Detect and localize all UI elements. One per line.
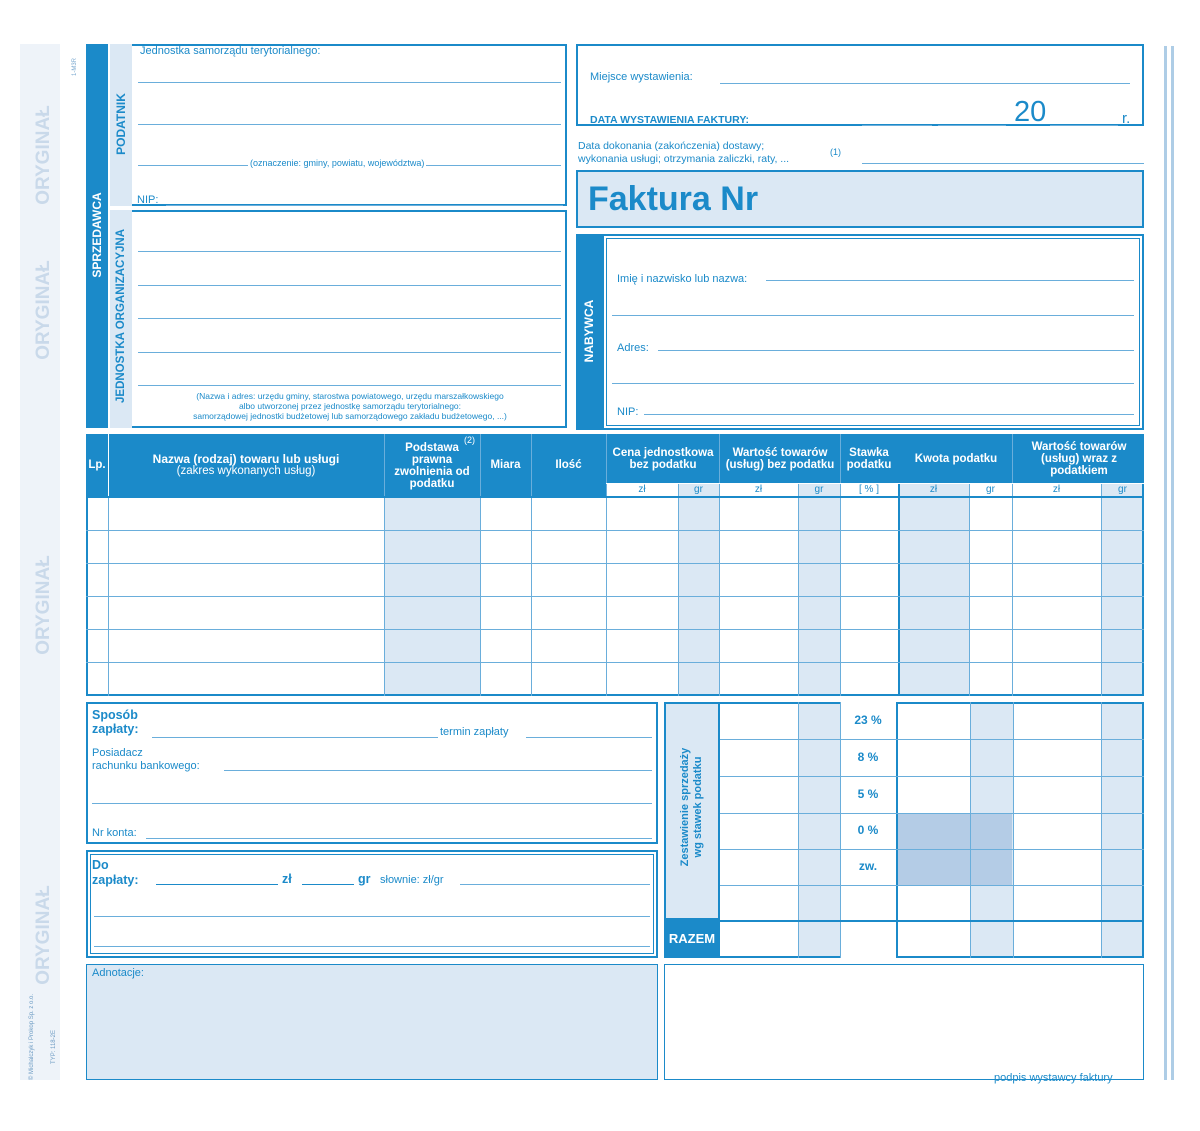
table-row[interactable] bbox=[88, 630, 1142, 662]
rate-8: 8 % bbox=[857, 750, 879, 764]
col-rate-header: Stawka podatku bbox=[846, 446, 892, 471]
rate-exempt: zw. bbox=[858, 859, 878, 873]
seller-nip-line[interactable] bbox=[166, 205, 563, 206]
buyer-nip-label: NIP: bbox=[617, 406, 639, 418]
seller-section-label: SPRZEDAWCA bbox=[90, 192, 104, 278]
date-month-line[interactable] bbox=[938, 125, 1006, 126]
col-lp-header: Lp. bbox=[88, 459, 106, 471]
summary-block bbox=[664, 702, 1144, 958]
notes-label: Adnotacje: bbox=[92, 967, 144, 979]
account-line[interactable] bbox=[146, 838, 652, 839]
col-basis-note: (2) bbox=[464, 435, 475, 445]
write-line[interactable] bbox=[138, 124, 561, 125]
org-unit-label: JEDNOSTKA ORGANIZACYJNA bbox=[115, 228, 127, 403]
write-line[interactable] bbox=[138, 82, 561, 83]
rate-5: 5 % bbox=[857, 787, 879, 801]
copy-mark: ORYGINAŁ bbox=[33, 885, 54, 985]
copy-mark: ORYGINAŁ bbox=[33, 260, 54, 360]
table-row[interactable] bbox=[88, 498, 1142, 530]
topay-label: Do zapłaty: bbox=[92, 858, 139, 887]
year-suffix: r. bbox=[1122, 110, 1131, 127]
summary-section-label: Zestawienie sprzedaży wg stawek podatku bbox=[679, 747, 704, 867]
payment-method-line[interactable] bbox=[152, 737, 438, 738]
summary-row[interactable] bbox=[722, 886, 1142, 920]
sub-zl: zł bbox=[638, 484, 646, 495]
table-row[interactable] bbox=[88, 564, 1142, 596]
date-day-line[interactable] bbox=[862, 125, 932, 126]
sub-gr: gr bbox=[814, 484, 824, 495]
form-type: TYP: 118-2E bbox=[51, 1030, 57, 1064]
payment-box bbox=[86, 702, 658, 844]
place-label: Miejsce wystawienia: bbox=[590, 71, 693, 83]
buyer-address-line[interactable] bbox=[658, 350, 1134, 351]
rate-0: 0 % bbox=[857, 823, 879, 837]
sub-gr: gr bbox=[986, 484, 995, 495]
write-line[interactable] bbox=[138, 385, 561, 386]
col-unit-header: Miara bbox=[490, 459, 521, 471]
sub-gr: gr bbox=[694, 484, 703, 495]
buyer-inner-box bbox=[606, 238, 1140, 426]
signature-box[interactable] bbox=[664, 964, 1144, 1080]
buyer-name-line[interactable] bbox=[766, 280, 1134, 281]
payment-method-label: Sposób zapłaty: bbox=[92, 708, 139, 736]
right-edge-line bbox=[1171, 46, 1174, 1080]
col-name-header: Nazwa (rodzaj) towaru lub usługi (zakres wykonanych usług) bbox=[152, 452, 340, 477]
summary-row[interactable] bbox=[722, 777, 1142, 813]
delivery-note: (1) bbox=[830, 147, 841, 157]
topay-inner-box bbox=[90, 854, 654, 954]
write-line[interactable] bbox=[138, 251, 561, 252]
term-line[interactable] bbox=[526, 737, 652, 738]
signature-label: podpis wystawcy faktury bbox=[994, 1072, 1113, 1084]
col-gross-header: Wartość towarów (usług) wraz z podatkiem bbox=[1031, 440, 1127, 477]
table-row[interactable] bbox=[88, 663, 1142, 694]
form-code: 1-M3R bbox=[72, 58, 78, 77]
org-hint: (Nazwa i adres: urzędu gminy, starostwa powiatowego, urzędu marszałkowskiego albo utworzonej przez jednostkę samorządu terytorialnego: samorządowej jednostki budżetowej lub samorządowego zakładu budżetowego, ...) bbox=[193, 391, 507, 421]
write-line[interactable] bbox=[138, 285, 561, 286]
sub-gr: gr bbox=[1118, 484, 1127, 495]
topay-zl-line[interactable] bbox=[156, 884, 278, 885]
date-label: DATA WYSTAWIENIA FAKTURY: bbox=[590, 114, 750, 126]
summary-row[interactable] bbox=[722, 740, 1142, 776]
sub-zl: zł bbox=[754, 484, 763, 495]
taxpayer-box bbox=[132, 44, 567, 206]
topay-gr: gr bbox=[358, 872, 371, 886]
table-row[interactable] bbox=[88, 597, 1142, 629]
left-strip bbox=[20, 44, 78, 1081]
sub-zl: zł bbox=[1052, 484, 1061, 495]
write-line[interactable] bbox=[138, 318, 561, 319]
place-line[interactable] bbox=[720, 83, 1130, 84]
items-table bbox=[86, 434, 1144, 696]
write-line[interactable] bbox=[612, 383, 1134, 384]
col-price-header: Cena jednostkowa bez podatku bbox=[612, 446, 714, 471]
summary-row[interactable] bbox=[722, 850, 1142, 885]
buyer-nip-line[interactable] bbox=[644, 414, 1134, 415]
topay-zl: zł bbox=[282, 872, 292, 886]
buyer-section-label: NABYWCA bbox=[582, 299, 596, 363]
seller-nip-label: NIP: bbox=[137, 194, 159, 206]
buyer-address-label: Adres: bbox=[617, 342, 649, 354]
local-gov-label: Jednostka samorządu terytorialnego: bbox=[140, 45, 321, 57]
col-tax-header: Kwota podatku bbox=[914, 452, 998, 465]
col-qty-header: Ilość bbox=[555, 459, 582, 471]
rate-23: 23 % bbox=[854, 713, 882, 727]
write-line[interactable] bbox=[138, 352, 561, 353]
holder-label: Posiadacz rachunku bankowego: bbox=[92, 747, 200, 772]
term-label: termin zapłaty bbox=[440, 726, 509, 738]
sub-pct: [ % ] bbox=[858, 484, 879, 495]
holder-line-2[interactable] bbox=[92, 803, 652, 804]
words-label: słownie: zł/gr bbox=[380, 874, 444, 886]
summary-total-row[interactable] bbox=[722, 922, 1142, 956]
words-line-2[interactable] bbox=[94, 916, 650, 917]
invoice-title: Faktura Nr bbox=[588, 180, 759, 218]
summary-total-label: RAZEM bbox=[668, 931, 716, 946]
gmina-hint: (oznaczenie: gminy, powiatu, województwa) bbox=[250, 158, 425, 168]
words-line-3[interactable] bbox=[94, 946, 650, 947]
date-year-line[interactable] bbox=[1050, 125, 1118, 126]
holder-line[interactable] bbox=[224, 770, 652, 771]
col-net-header: Wartość towarów (usług) bez podatku bbox=[725, 446, 835, 471]
right-edge-line bbox=[1164, 46, 1167, 1080]
taxpayer-label: PODATNIK bbox=[114, 93, 128, 155]
notes-box[interactable] bbox=[86, 964, 658, 1080]
delivery-label: Data dokonania (zakończenia) dostawy; wykonania usługi; otrzymania zaliczki, raty, ... bbox=[578, 140, 790, 165]
copy-mark: ORYGINAŁ bbox=[33, 555, 54, 655]
delivery-line[interactable] bbox=[862, 163, 1144, 164]
account-label: Nr konta: bbox=[92, 827, 137, 839]
year-prefix: 20 bbox=[1014, 96, 1047, 128]
buyer-name-label: Imię i nazwisko lub nazwa: bbox=[617, 273, 748, 285]
publisher: © Michalczyk i Prokop Sp. z o.o. bbox=[29, 993, 35, 1081]
sub-zl: zł bbox=[929, 484, 938, 495]
write-line[interactable] bbox=[612, 315, 1134, 316]
col-basis-header: Podstawa prawna zwolnienia od podatku bbox=[394, 442, 470, 490]
summary-row[interactable] bbox=[722, 814, 1142, 849]
copy-mark: ORYGINAŁ bbox=[33, 105, 54, 205]
words-line[interactable] bbox=[460, 884, 650, 885]
topay-gr-line[interactable] bbox=[302, 884, 354, 885]
table-row[interactable] bbox=[88, 531, 1142, 563]
summary-row[interactable] bbox=[722, 704, 1142, 739]
